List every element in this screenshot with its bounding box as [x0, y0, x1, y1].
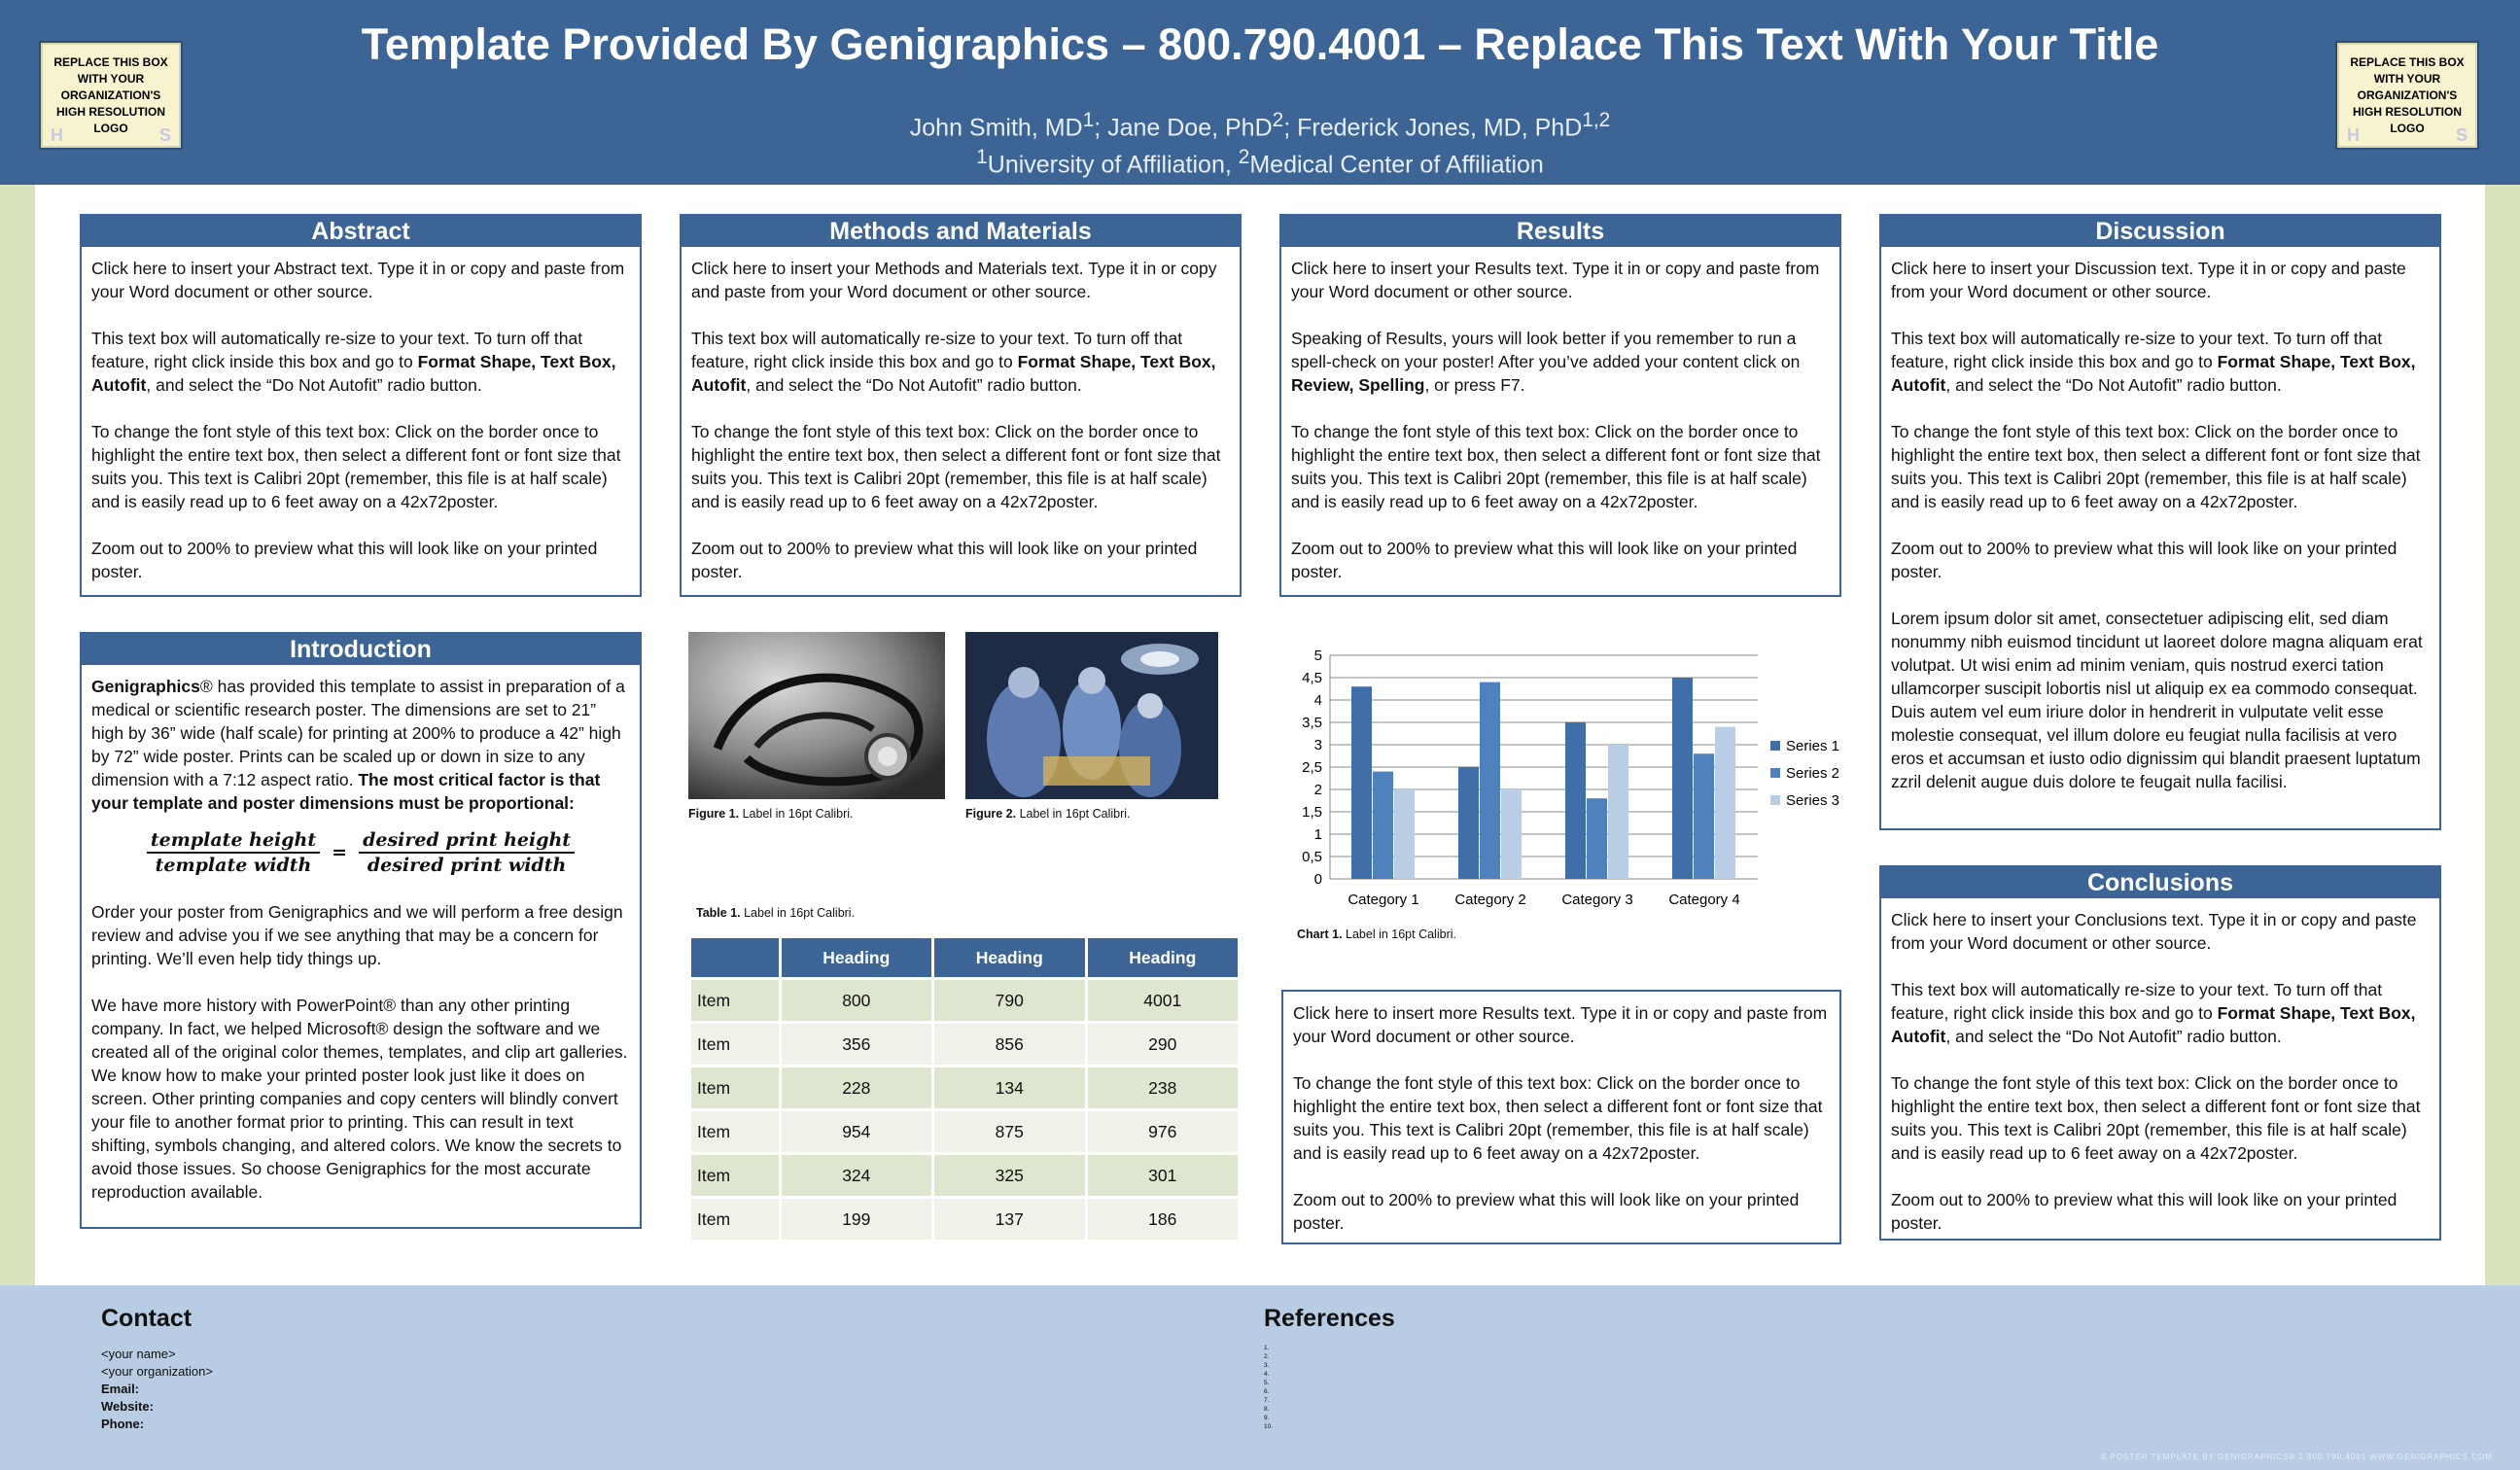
- table-cell: 228: [782, 1068, 931, 1108]
- y-tick-label: 0,5: [1302, 849, 1322, 865]
- table-cell: 186: [1088, 1199, 1238, 1240]
- references-heading: References: [1264, 1305, 1395, 1332]
- contact-website[interactable]: Website:: [101, 1399, 154, 1414]
- x-tick-label: Category 2: [1454, 892, 1526, 908]
- poster-footer: [0, 1285, 2520, 1470]
- table-row: [691, 1155, 1238, 1196]
- table-header-cell: Heading: [1088, 938, 1238, 977]
- contact-organization[interactable]: <your organization>: [101, 1364, 213, 1379]
- discussion-heading: Discussion: [1881, 216, 2439, 247]
- methods-heading: Methods and Materials: [682, 216, 1240, 247]
- poster-header: [0, 0, 2520, 185]
- y-tick-label: 1,5: [1302, 804, 1322, 821]
- y-tick-label: 2,5: [1302, 759, 1322, 776]
- table-cell: 356: [782, 1024, 931, 1065]
- y-tick-label: 0: [1313, 871, 1322, 888]
- table-cell: 856: [934, 1024, 1084, 1065]
- table-cell: 800: [782, 980, 931, 1021]
- legend-swatch: [1770, 768, 1780, 778]
- table-row: [691, 1111, 1238, 1152]
- data-table: [688, 935, 1241, 1242]
- contact-details[interactable]: [101, 1346, 213, 1433]
- table-header-cell: Heading: [934, 938, 1084, 977]
- legend-label: Series 3: [1786, 792, 1840, 809]
- reference-item[interactable]: 1.: [1264, 1345, 1270, 1351]
- legend-label: Series 2: [1786, 765, 1840, 782]
- table-cell: 4001: [1088, 980, 1238, 1021]
- y-tick-label: 1: [1313, 826, 1322, 843]
- table-cell: Item: [691, 980, 779, 1021]
- table-cell: 954: [782, 1111, 931, 1152]
- reference-item[interactable]: 4.: [1264, 1371, 1270, 1378]
- table-row: [691, 1068, 1238, 1108]
- table-header-cell: [691, 938, 779, 977]
- table-header-cell: Heading: [782, 938, 931, 977]
- reference-item[interactable]: 3.: [1264, 1362, 1270, 1369]
- x-tick-label: Category 1: [1348, 892, 1419, 908]
- table-row: [691, 1024, 1238, 1065]
- discussion-body[interactable]: Click here to insert your Discussion text. Type it in or copy and paste from your Word document or other source. This text box will automatically re-size to your text. To turn off that feature, right click inside this box and go to Format Shape, Text Box, Autofit, and select the “Do Not Autofit” radio button. To change the font style of this text box: Click on the border once to highlight the entire text box, then select a different font or font size that suits you. This text is Calibri 20pt (remember, this file is at half scale) and is easily read up to 6 feet away on a 42x72poster. Zoom out to 200% to preview what this will look like on your printed poster. Lorem ipsum dolor sit amet, consectetuer adipiscing elit, sed diam nonummy nibh euismod tincidunt ut laoreet dolore magna aliquam erat volutpat. Ut wisi enim ad minim veniam, quis nostrud exerci tation ullamcorper suscipit lobortis nisl ut aliquip ex ea commodo consequat. Duis autem vel eum iriure dolor in hendrerit in vulputate velit esse molestie consequat, vel illum dolore eu feugiat nulla facilisis at vero eros et accumsan et iusto odio dignissim qui blandit praesent luptatum zzril delenit augue duis dolore te feugait nulla facilisi.: [1891, 259, 2423, 791]
- legend-label: Series 1: [1786, 738, 1840, 754]
- table-cell: 324: [782, 1155, 931, 1196]
- table-cell: 301: [1088, 1155, 1238, 1196]
- table-row: [691, 1199, 1238, 1240]
- bar-series-1: [1565, 722, 1586, 879]
- figure-1-stethoscope-photo: [688, 632, 945, 799]
- bar-series-2: [1694, 753, 1714, 879]
- poster-title: Template Provided By Genigraphics – 800.790.4001 – Replace This Text With Your Title: [361, 19, 2159, 69]
- table-cell: 290: [1088, 1024, 1238, 1065]
- logo-letters: H S: [2347, 125, 2468, 145]
- conclusions-section[interactable]: [1879, 865, 2441, 1241]
- table-header-row: [691, 938, 1238, 977]
- bar-series-3: [1394, 789, 1415, 879]
- logo-placeholder-right[interactable]: REPLACE THIS BOX WITH YOUR ORGANIZATION'S HIGH RESOLUTION LOGO H S: [2337, 43, 2477, 148]
- bar-series-1: [1458, 767, 1479, 879]
- logo-letters: H S: [51, 125, 171, 145]
- reference-item[interactable]: 9.: [1264, 1415, 1270, 1421]
- table-cell: 238: [1088, 1068, 1238, 1108]
- y-tick-label: 3: [1313, 737, 1322, 753]
- table-row: [691, 980, 1238, 1021]
- results-body[interactable]: Click here to insert your Results text. Type it in or copy and paste from your Word document or other source. Speaking of Results, yours will look better if you remember to run a spell-check on your poster! After you’ve added your content click on Review, Spelling, or press F7. To change the font style of this text box: Click on the border once to highlight the entire text box, then select a different font or font size that suits you. This text is Calibri 20pt (remember, this file is at half scale) and is easily read up to 6 feet away on a 42x72poster. Zoom out to 200% to preview what this will look like on your printed poster.: [1291, 259, 1821, 581]
- logo-placeholder-left[interactable]: REPLACE THIS BOX WITH YOUR ORGANIZATION'S HIGH RESOLUTION LOGO H S: [41, 43, 181, 148]
- results-continued-body[interactable]: Click here to insert more Results text. Type it in or copy and paste from your Word document or other source. To change the font style of this text box: Click on the border once to highlight the entire text box, then select a different font or font size that suits you. This text is Calibri 20pt (remember, this file is at half scale) and is easily read up to 6 feet away on a 42x72poster. Zoom out to 200% to preview what this will look like on your printed poster.: [1293, 1003, 1828, 1233]
- bar-series-1: [1672, 678, 1693, 879]
- y-tick-label: 5: [1313, 648, 1322, 664]
- table-cell: Item: [691, 1024, 779, 1065]
- table-cell: 325: [934, 1155, 1084, 1196]
- author-line: John Smith, $MD^1$; Jane Doe, PhD$^2$; Frederick Jones, MD, PhD$^{1,2}$: [909, 109, 1611, 142]
- contact-heading: Contact: [101, 1305, 192, 1332]
- abstract-body[interactable]: Click here to insert your Abstract text. Type it in or copy and paste from your Word document or other source. This text box will automatically re-size to your text. To turn off that feature, right click inside this box and go to Format Shape, Text Box, Autofit, and select the “Do Not Autofit” radio button. To change the font style of this text box: Click on the border once to highlight the entire text box, then select a different font or font size that suits you. This text is Calibri 20pt (remember, this file is at half scale) and is easily read up to 6 feet away on a 42x72poster. Zoom out to 200% to preview what this will look like on your printed poster.: [91, 259, 625, 581]
- bar-chart: [1279, 634, 1843, 926]
- proportion-equation: $\frac{\text{template height}}{\text{template width}}$ = $\frac{\text{desired print height}}{\text{desired print width}}$: [91, 828, 630, 877]
- table-cell: 790: [934, 980, 1084, 1021]
- introduction-section[interactable]: [80, 632, 642, 1229]
- bar-series-2: [1587, 798, 1607, 879]
- results-section[interactable]: [1279, 214, 1841, 597]
- y-tick-label: 4,5: [1302, 670, 1322, 686]
- figure-1-caption: Figure 1. Label in 16pt Calibri.: [688, 807, 854, 821]
- reference-item[interactable]: 5.: [1264, 1380, 1270, 1386]
- bar-series-2: [1480, 682, 1500, 879]
- reference-item[interactable]: 10.: [1264, 1423, 1274, 1430]
- table-cell: Item: [691, 1068, 779, 1108]
- legend-swatch: [1770, 795, 1780, 805]
- results-continued-section[interactable]: [1281, 990, 1841, 1244]
- bar-series-3: [1501, 789, 1522, 879]
- conclusions-heading: Conclusions: [1881, 867, 2439, 898]
- figure-2-surgery-photo: [965, 632, 1218, 799]
- discussion-section[interactable]: [1879, 214, 2441, 830]
- table-cell: 137: [934, 1199, 1084, 1240]
- y-tick-label: 2: [1313, 782, 1322, 798]
- table-cell: 976: [1088, 1111, 1238, 1152]
- side-band-left: [0, 185, 35, 1285]
- introduction-body[interactable]: Genigraphics® has provided this template to assist in preparation of a medical or scientific research poster. The dimensions are set to 21” high by 36” wide (half scale) for printing at 200% to produce a 42” high by 72” wide poster. Prints can be scaled up or down in size to any dimension with a 7:12 aspect ratio. The most critical factor is that your template and poster dimensions must be proportional: $\frac{\text{template height}}{\text{template width}}$ = $\frac{\text{desired print height}}{\text{desired print width}}$ Order your poster from Genigraphics and we will perform a free design review and advise you if we see anything that may be a concern for printing. We’ll even help tidy things up. We have more history with PowerPoint® than any other printing company. In fact, we helped Microsoft® design the software and we created all of the original color themes, templates, and clip art galleries. We know how to make your printed poster look just like it does on screen. Other printing companies and copy centers will blindly convert your file to another format prior to printing. This can result in text shifting, symbols changing, and altered colors. We know the secrets to avoid those issues. So choose Genigraphics for the most accurate reproduction available.: [82, 665, 640, 1213]
- affiliation-line: $^1$University of Affiliation, $^2$Medical Center of Affiliation: [976, 146, 1544, 179]
- contact-email[interactable]: Email:: [101, 1382, 140, 1396]
- side-band-right: [2485, 185, 2520, 1285]
- table-1-caption: Table 1. Label in 16pt Calibri.: [696, 906, 856, 920]
- references-list[interactable]: [1264, 1344, 1273, 1431]
- contact-name[interactable]: <your name>: [101, 1347, 176, 1361]
- methods-body[interactable]: Click here to insert your Methods and Materials text. Type it in or copy and paste from your Word document or other source. This text box will automatically re-size to your text. To turn off that feature, right click inside this box and go to Format Shape, Text Box, Autofit, and select the “Do Not Autofit” radio button. To change the font style of this text box: Click on the border once to highlight the entire text box, then select a different font or font size that suits you. This text is Calibri 20pt (remember, this file is at half scale) and is easily read up to 6 feet away on a 42x72poster. Zoom out to 200% to preview what this will look like on your printed poster.: [691, 259, 1221, 581]
- copyright-notice: © POSTER TEMPLATE BY GENIGRAPHICS® 1.800.790.4001 WWW.GENIGRAPHICS.COM: [2100, 1452, 2493, 1461]
- y-tick-label: 3,5: [1302, 715, 1322, 731]
- table-cell: 199: [782, 1199, 931, 1240]
- reference-item[interactable]: 7.: [1264, 1397, 1270, 1404]
- y-tick-label: 4: [1313, 692, 1322, 709]
- table-cell: 875: [934, 1111, 1084, 1152]
- reference-item[interactable]: 8.: [1264, 1406, 1270, 1413]
- bar-series-2: [1373, 772, 1393, 879]
- abstract-section[interactable]: [80, 214, 642, 597]
- abstract-heading: Abstract: [82, 216, 640, 247]
- bar-series-1: [1351, 686, 1372, 879]
- conclusions-body[interactable]: Click here to insert your Conclusions text. Type it in or copy and paste from your Word document or other source. This text box will automatically re-size to your text. To turn off that feature, right click inside this box and go to Format Shape, Text Box, Autofit, and select the “Do Not Autofit” radio button. To change the font style of this text box: Click on the border once to highlight the entire text box, then select a different font or font size that suits you. This text is Calibri 20pt (remember, this file is at half scale) and is easily read up to 6 feet away on a 42x72poster. Zoom out to 200% to preview what this will look like on your printed poster.: [1891, 910, 2421, 1233]
- legend-swatch: [1770, 741, 1780, 751]
- results-heading: Results: [1281, 216, 1839, 247]
- bar-series-3: [1715, 727, 1735, 879]
- contact-phone[interactable]: Phone:: [101, 1417, 145, 1431]
- x-tick-label: Category 3: [1561, 892, 1633, 908]
- reference-item[interactable]: 6.: [1264, 1388, 1270, 1395]
- reference-item[interactable]: 2.: [1264, 1353, 1270, 1360]
- bar-series-3: [1608, 745, 1628, 879]
- methods-section[interactable]: [680, 214, 1242, 597]
- table-cell: Item: [691, 1155, 779, 1196]
- x-tick-label: Category 4: [1668, 892, 1740, 908]
- figure-2-caption: Figure 2. Label in 16pt Calibri.: [965, 807, 1131, 821]
- chart-1-caption: Chart 1. Label in 16pt Calibri.: [1297, 928, 1456, 941]
- table-cell: 134: [934, 1068, 1084, 1108]
- table-cell: Item: [691, 1199, 779, 1240]
- introduction-heading: Introduction: [82, 634, 640, 665]
- table-cell: Item: [691, 1111, 779, 1152]
